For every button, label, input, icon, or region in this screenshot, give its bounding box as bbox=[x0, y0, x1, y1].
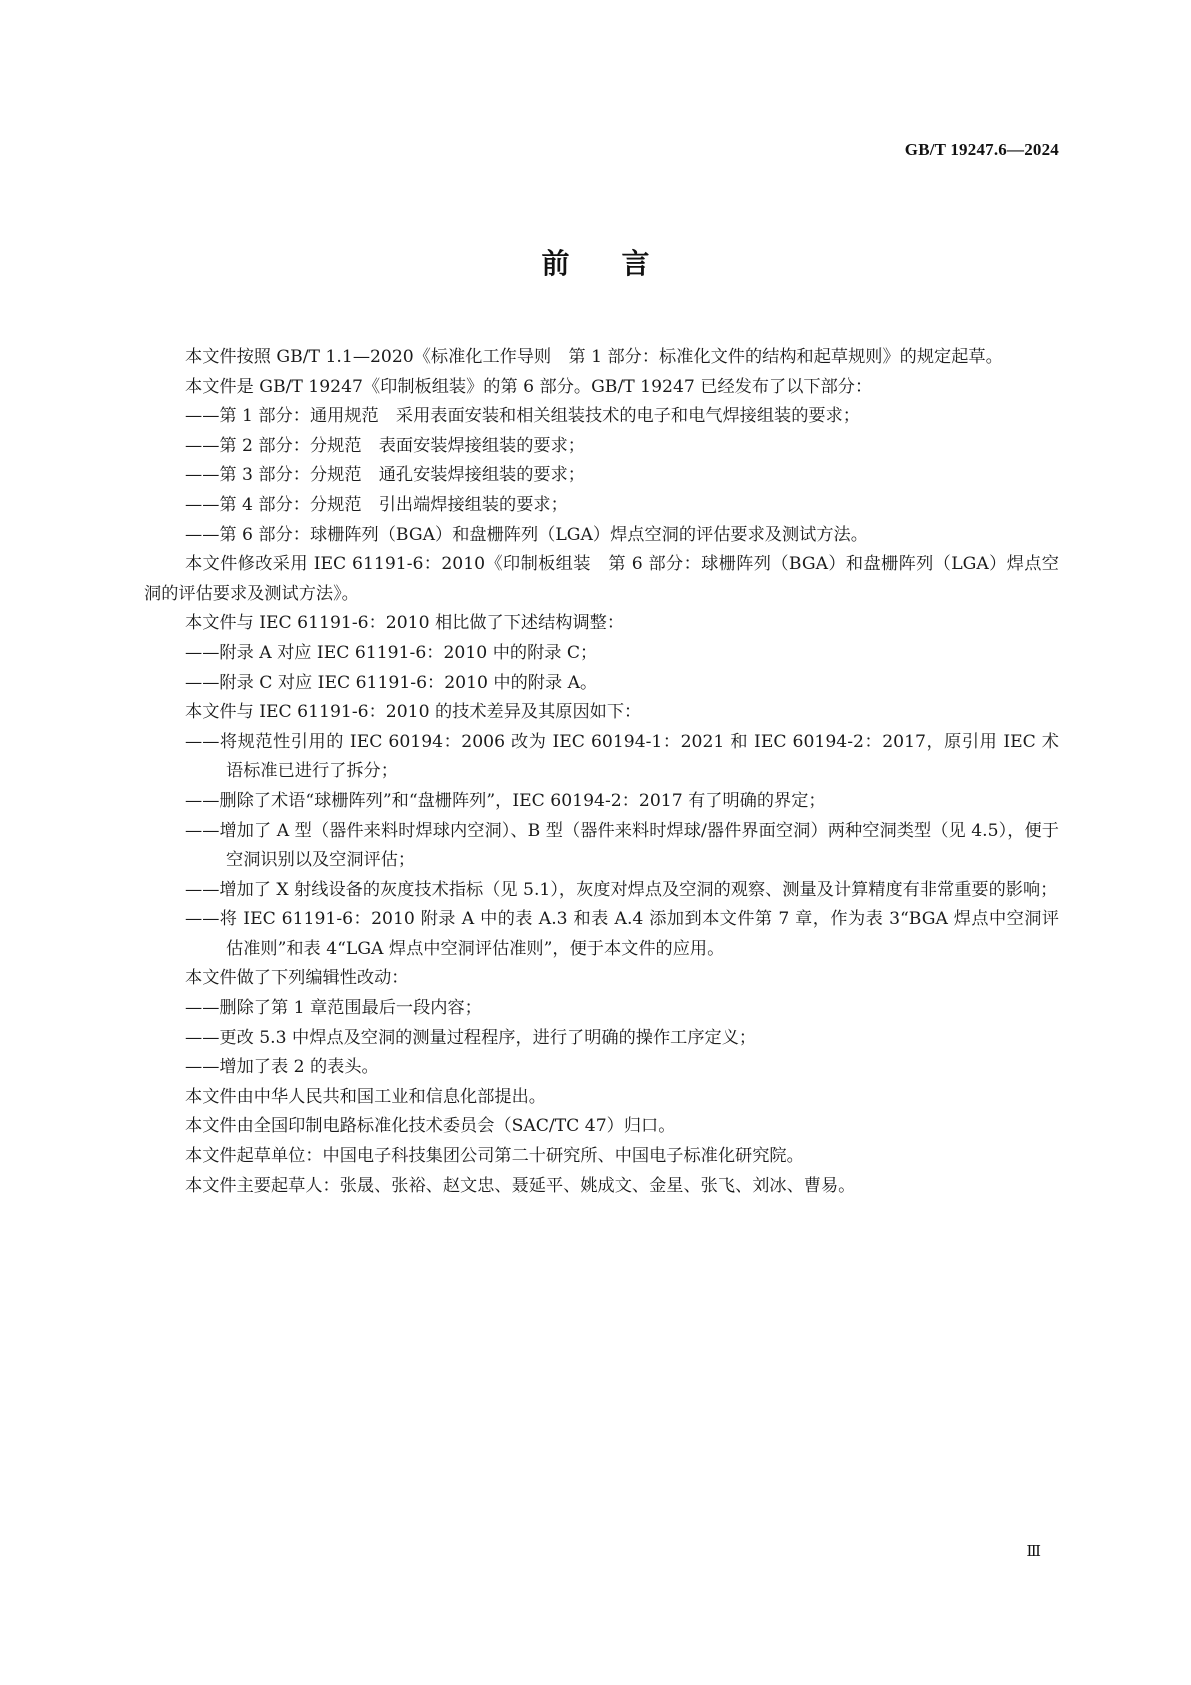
list-item: ——附录 A 对应 IEC 61191-6：2010 中的附录 C； bbox=[185, 642, 598, 663]
paragraph: 本文件由中华人民共和国工业和信息化部提出。 bbox=[185, 1086, 546, 1107]
list-item: ——第 2 部分：分规范 表面安装焊接组装的要求； bbox=[185, 435, 585, 456]
list-item: ——增加了表 2 的表头。 bbox=[185, 1057, 379, 1078]
page-title: 前言 bbox=[541, 247, 702, 280]
list-item: ——第 4 部分：分规范 引出端焊接组装的要求； bbox=[185, 494, 568, 515]
paragraph: 本文件做了下列编辑性改动： bbox=[185, 968, 409, 989]
standard-number: GB/T 19247.6—2024 bbox=[904, 140, 1059, 159]
list-item: ——附录 C 对应 IEC 61191-6：2010 中的附录 A。 bbox=[185, 672, 598, 693]
list-item: ——第 3 部分：分规范 通孔安装焊接组装的要求； bbox=[185, 465, 585, 486]
list-item: ——将规范性引用的 IEC 60194：2006 改为 IEC 60194-1：2021 和 IEC 60194-2：2017，原引用 IEC 术语标准已进行了拆分； bbox=[185, 731, 1059, 782]
foreword-body bbox=[144, 343, 1059, 1201]
paragraph: 本文件修改采用 IEC 61191-6：2010《印制板组装 第 6 部分：球栅阵列（BGA）和盘栅阵列（LGA）焊点空洞的评估要求及测试方法》。 bbox=[144, 554, 1059, 604]
list-item: ——第 6 部分：球栅阵列（BGA）和盘栅阵列（LGA）焊点空洞的评估要求及测试方法。 bbox=[185, 524, 868, 545]
list-item: ——第 1 部分：通用规范 采用表面安装和相关组装技术的电子和电气焊接组装的要求； bbox=[185, 406, 860, 427]
page-number: Ⅲ bbox=[1026, 1542, 1041, 1560]
paragraph: 本文件是 GB/T 19247《印制板组装》的第 6 部分。GB/T 19247 已经发布了以下部分： bbox=[185, 376, 873, 397]
list-item: ——增加了 A 型（器件来料时焊球内空洞）、B 型（器件来料时焊球/器件界面空洞）两种空洞类型（见 4.5），便于空洞识别以及空洞评估； bbox=[185, 820, 1059, 871]
paragraph: 本文件与 IEC 61191-6：2010 的技术差异及其原因如下： bbox=[185, 702, 642, 723]
paragraph: 本文件与 IEC 61191-6：2010 相比做了下述结构调整： bbox=[185, 613, 625, 634]
list-item: ——更改 5.3 中焊点及空洞的测量过程程序，进行了明确的操作工序定义； bbox=[185, 1027, 757, 1048]
paragraph: 本文件按照 GB/T 1.1—2020《标准化工作导则 第 1 部分：标准化文件的结构和起草规则》的规定起草。 bbox=[185, 347, 1003, 367]
list-item: ——删除了术语“球栅阵列”和“盘栅阵列”，IEC 60194-2：2017 有了明确的界定； bbox=[185, 790, 826, 811]
list-item: ——删除了第 1 章范围最后一段内容； bbox=[185, 998, 482, 1019]
list-item: ——将 IEC 61191-6：2010 附录 A 中的表 A.3 和表 A.4 添加到本文件第 7 章，作为表 3“BGA 焊点中空洞评估准则”和表 4“LGA 焊点中空洞评估准则”，便于本文件的应用。 bbox=[185, 909, 1059, 959]
paragraph: 本文件起草单位：中国电子科技集团公司第二十研究所、中国电子标准化研究院。 bbox=[185, 1146, 804, 1167]
paragraph: 本文件主要起草人：张晟、张裕、赵文忠、聂延平、姚成文、金星、张飞、刘冰、曹易。 bbox=[185, 1175, 856, 1196]
list-item: ——增加了 X 射线设备的灰度技术指标（见 5.1），灰度对焊点及空洞的观察、测量及计算精度有非常重要的影响； bbox=[185, 879, 1058, 900]
paragraph: 本文件由全国印制电路标准化技术委员会（SAC/TC 47）归口。 bbox=[185, 1116, 676, 1137]
